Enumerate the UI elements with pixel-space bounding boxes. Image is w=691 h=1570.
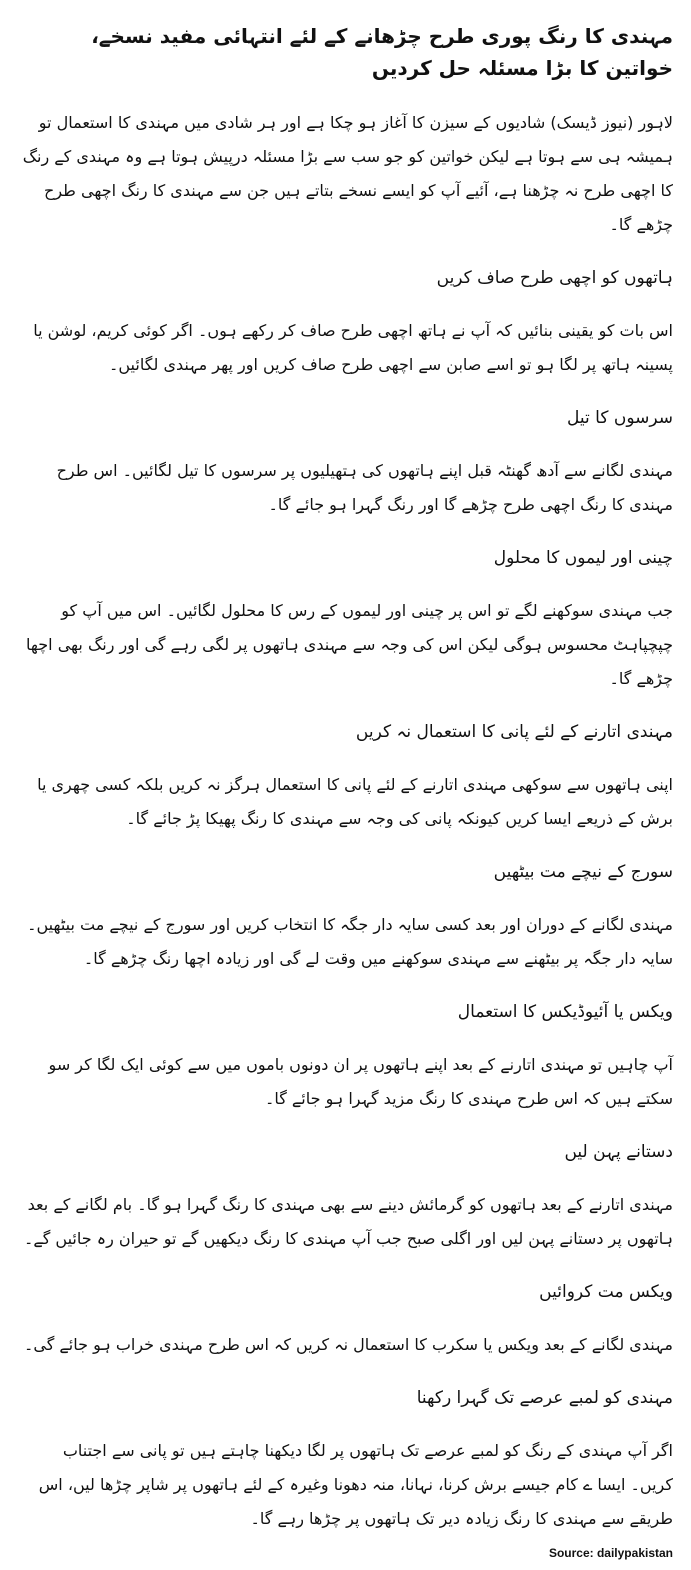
- section-text: مہندی اتارنے کے بعد ہاتھوں کو گرمائش دینے سے بھی مہندی کا رنگ گہرا ہو گا۔ بام لگانے کے بعد ہاتھوں پر دستانے پہن لیں اور اگلی صبح جب آپ مہندی کا رنگ دیکھیں گے تو حیران رہ جائیں گے۔: [23, 1195, 673, 1248]
- section-clean-hands: [18, 264, 673, 382]
- article-title: مہندی کا رنگ پوری طرح چڑھانے کے لئے انتہائی مفید نسخے، خواتین کا بڑا مسئلہ حل کردیں: [91, 24, 673, 80]
- section-sugar-lemon: [18, 544, 673, 696]
- section-gloves: [18, 1138, 673, 1256]
- section-heading: مہندی کو لمبے عرصے تک گہرا رکھنا: [416, 1388, 673, 1408]
- section-text: اپنی ہاتھوں سے سوکھی مہندی اتارنے کے لئے پانی کا استعمال ہرگز نہ کریں بلکہ کسی چھری یا برش کے ذریعے ایسا کریں کیونکہ پانی کی وجہ سے مہندی کا رنگ پھیکا پڑ جائے گا۔: [37, 775, 673, 828]
- section-heading: سورج کے نیچے مت بیٹھیں: [493, 862, 673, 882]
- section-text: جب مہندی سوکھنے لگے تو اس پر چینی اور لیموں کے رس کا محلول لگائیں۔ اس میں آپ کو چپچپاہٹ محسوس ہوگی لیکن اس کی وجہ سے مہندی ہاتھوں پر لگی رہے گی اور رنگ بھی اچھا چڑھے گا۔: [26, 601, 673, 688]
- section-heading: ویکس مت کروائیں: [539, 1282, 673, 1302]
- section-mustard-oil: [18, 404, 673, 522]
- section-text: آپ چاہیں تو مہندی اتارنے کے بعد اپنے ہاتھوں پر ان دونوں باموں میں سے کوئی ایک لگا کر سو سکتے ہیں کہ اس طرح مہندی کا رنگ مزید گہرا ہو جائے گا۔: [48, 1055, 673, 1108]
- section-heading: مہندی اتارنے کے لئے پانی کا استعمال نہ کریں: [355, 722, 673, 742]
- section-text: اس بات کو یقینی بنائیں کہ آپ نے ہاتھ اچھی طرح صاف کر رکھے ہوں۔ اگر کوئی کریم، لوشن یا پسینہ ہاتھ پر لگا ہو تو اسے صابن سے اچھی طرح صاف کریں اور پھر مہندی لگائیں۔: [33, 321, 673, 374]
- section-no-wax: [18, 1278, 673, 1362]
- section-avoid-sun: [18, 858, 673, 976]
- section-text: اگر آپ مہندی کے رنگ کو لمبے عرصے تک ہاتھوں پر لگا دیکھنا چاہتے ہیں تو پانی سے اجتناب کریں۔ ایسا ے کام جیسے برش کرنا، نہانا، منہ دھونا وغیرہ کے لئے ہاتھوں پر شاپر چڑھا لیں، اس طریقے سے مہندی کا رنگ زیادہ دیر تک ہاتھوں پر چڑھا رہے گا۔: [38, 1441, 673, 1528]
- section-heading: ویکس یا آئیوڈیکس کا استعمال: [457, 1002, 673, 1022]
- article-intro: لاہور (نیوز ڈیسک) شادیوں کے سیزن کا آغاز ہو چکا ہے اور ہر شادی میں مہندی کا استعمال تو ہمیشہ ہی سے ہوتا ہے لیکن خواتین کو جو سب سے بڑا مسئلہ درپیش ہوتا ہے وہ مہندی کے رنگ کا اچھی طرح نہ چڑھنا ہے، آئیے آپ کو ایسے نسخے بتاتے ہیں جن سے مہندی کا رنگ اچھی طرح چڑھے گا۔: [22, 113, 673, 234]
- section-heading: چینی اور لیموں کا محلول: [493, 548, 673, 568]
- section-heading: دستانے پہن لیں: [564, 1142, 673, 1162]
- section-heading: ہاتھوں کو اچھی طرح صاف کریں: [436, 268, 673, 288]
- section-no-water: [18, 718, 673, 836]
- section-text: مہندی لگانے سے آدھ گھنٹہ قبل اپنے ہاتھوں کی ہتھیلیوں پر سرسوں کا تیل لگائیں۔ اس طرح مہندی کا رنگ اچھی طرح چڑھے گا اور رنگ گہرا ہو جائے گا۔: [56, 461, 673, 514]
- section-heading: سرسوں کا تیل: [567, 408, 673, 428]
- source-credit: Source: dailypakistan: [548, 1546, 673, 1560]
- section-text: مہندی لگانے کے دوران اور بعد کسی سایہ دار جگہ کا انتخاب کریں اور سورج کے نیچے مت بیٹھیں۔ سایہ دار جگہ پر بیٹھنے سے مہندی سوکھنے میں وقت لے گی اور زیادہ اچھا رنگ چڑھے گا۔: [27, 915, 673, 968]
- section-text: مہندی لگانے کے بعد ویکس یا سکرب کا استعمال نہ کریں کہ اس طرح مہندی خراب ہو جائے گی۔: [24, 1335, 673, 1354]
- section-vicks-iodex: [18, 998, 673, 1116]
- section-long-lasting: [18, 1384, 673, 1536]
